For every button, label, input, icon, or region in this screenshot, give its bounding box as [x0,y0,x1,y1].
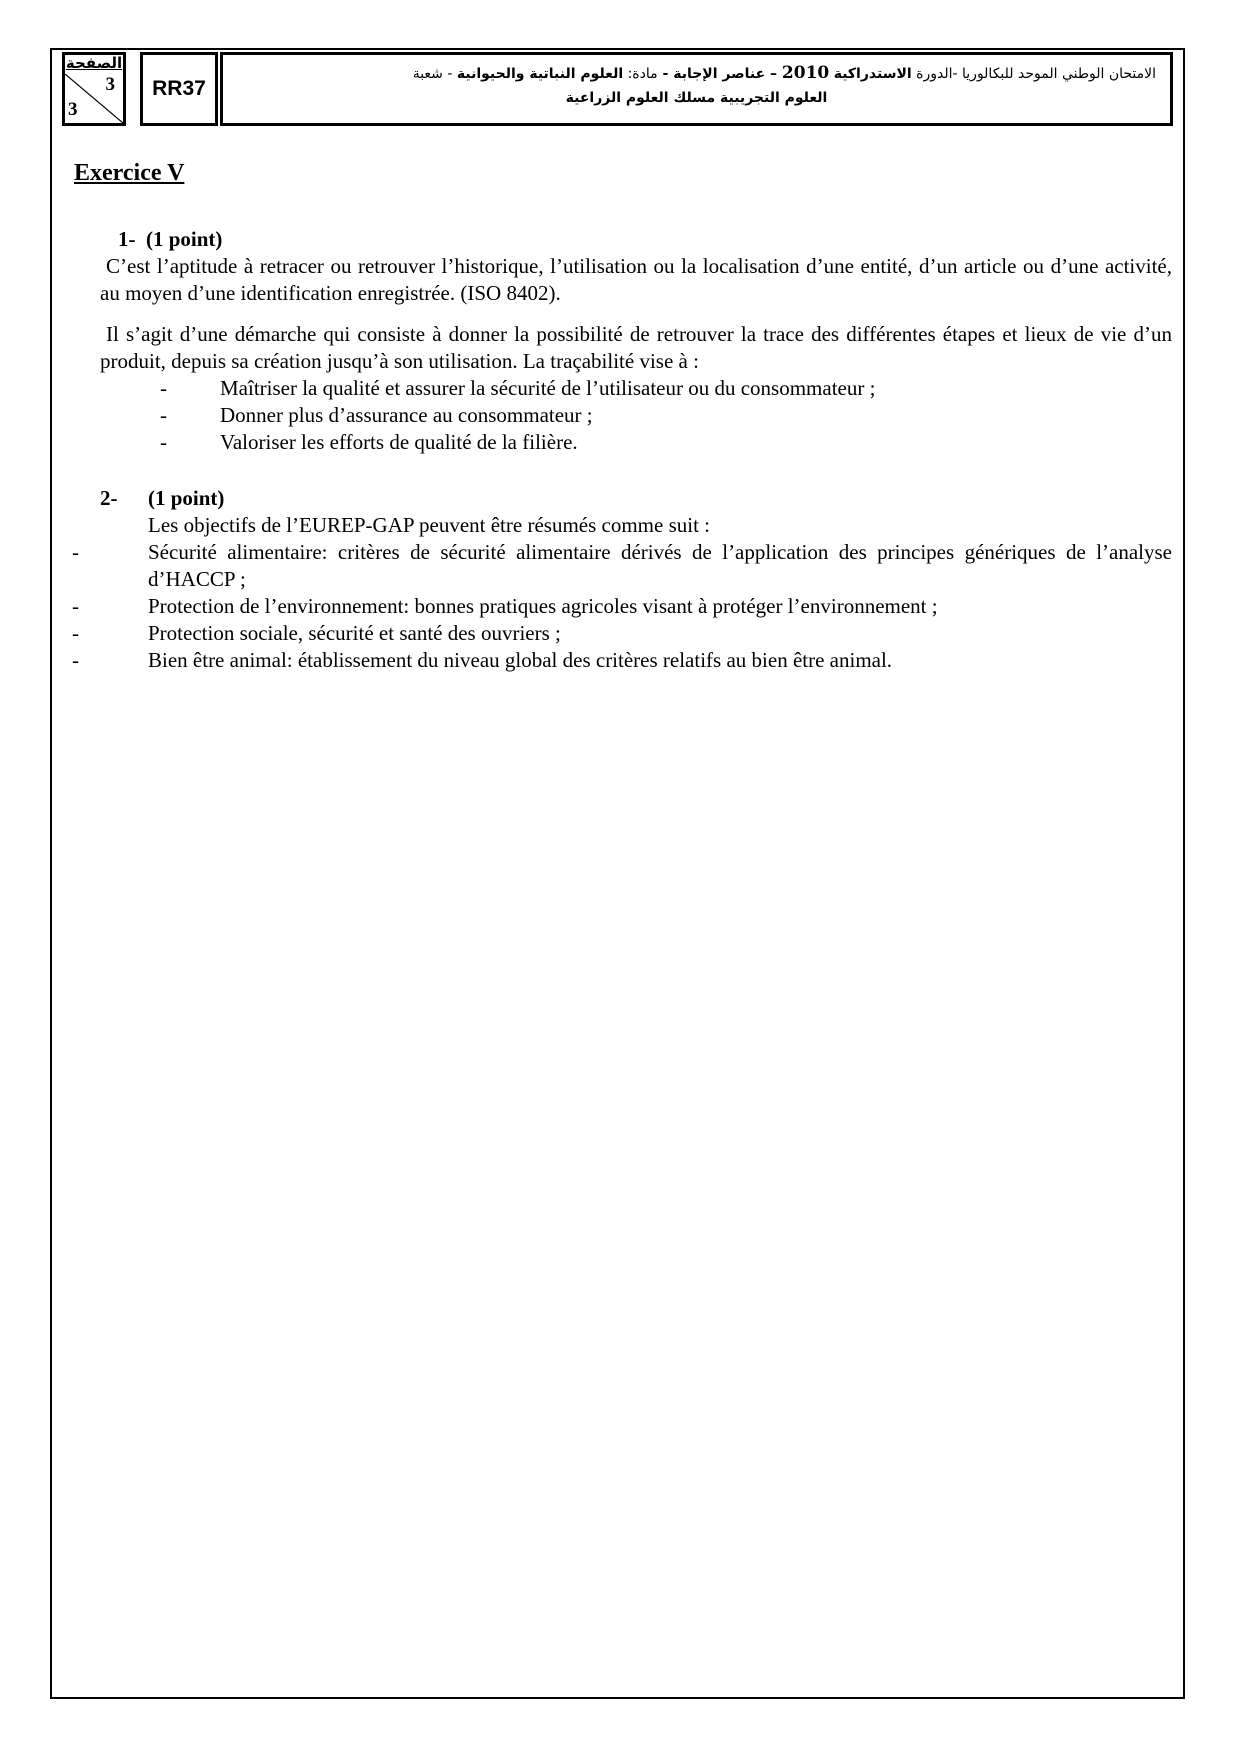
list-item-text: Protection de l’environnement: bonnes pratiques agricoles visant à protéger l’environnement ; [148,594,938,618]
list-item: - Bien être animal: établissement du niveau global des critères relatifs au bien être animal. [72,648,893,672]
list-item: - Maîtriser la qualité et assurer la sécurité de l’utilisateur ou du consommateur ; [160,376,876,400]
question-1-list [100,375,875,456]
question-2-number: 2- [100,486,118,510]
list-item-text: Valoriser les efforts de qualité de la filière. [220,430,578,454]
list-item: - Valoriser les efforts de qualité de la filière. [160,430,578,454]
question-1-heading [118,226,222,253]
list-item: - Protection sociale, sécurité et santé des ouvriers ; [72,621,561,645]
exam-title-line1 [237,61,1156,86]
exam-header [62,52,1173,126]
question-1-number: 1- [118,227,136,251]
page-number-box [62,52,126,126]
list-item-text: Bien être animal: établissement du niveau global des critères relatifs au bien être animal. [148,648,893,672]
question-2-list [72,539,1172,674]
question-1-explanation: Il s’agit d’une démarche qui consiste à donner la possibilité de retrouver la trace des différentes étapes et lieux de vie d’un produit, depuis sa création jusqu’à son utilisation. La traçabilité vise à : [100,322,1172,373]
title-session: الاستدراكية [833,66,912,82]
list-item: - Sécurité alimentaire: critères de sécurité alimentaire dérivés de l’application des principes génériques de l’analyse d’HACCP ; [72,540,1172,591]
question-2-heading [100,485,224,512]
list-item-text: Maîtriser la qualité et assurer la sécurité de l’utilisateur ou du consommateur ; [220,376,876,400]
question-2-points: (1 point) [148,486,225,510]
question-1-points: (1 point) [146,227,223,251]
list-item: - Protection de l’environnement: bonnes pratiques agricoles visant à protéger l’environnement ; [72,594,938,618]
list-item-text: Sécurité alimentaire: critères de sécurité alimentaire dérivés de l’application des principes génériques de l’analyse d’HACCP ; [148,540,1172,591]
list-item-text: Protection sociale, sécurité et santé des ouvriers ; [148,621,561,645]
exercise-title: Exercice V [74,160,185,186]
question-2-intro: Les objectifs de l’EUREP-GAP peuvent être résumés comme suit : [148,513,711,537]
exam-title [220,52,1173,126]
title-part1: الامتحان الوطني الموحد للبكالوريا -الدورة [911,66,1156,82]
title-part3: - شعبة [412,66,457,82]
page-current: 3 [105,74,115,95]
title-line2: العلوم التجريبية مسلك العلوم الزراعية [565,90,828,106]
exam-title-line2 [237,86,1156,110]
list-item: - Donner plus d’assurance au consommateur ; [160,403,593,427]
title-year: 2010 [781,63,830,83]
question-1-definition: C’est l’aptitude à retracer ou retrouver l’historique, l’utilisation ou la localisation d’une entité, d’un article ou d’une activité, au moyen d’une identification enregistrée. (ISO 8402). [100,254,1172,305]
title-subject-label: مادة: [623,66,658,82]
exam-code: RR37 [140,52,218,126]
page-label: الصفحة [65,54,123,72]
page-total: 3 [68,99,78,120]
title-subject: العلوم النباتية والحيوانية [456,66,624,82]
list-item-text: Donner plus d’assurance au consommateur ; [220,403,593,427]
title-part2: – عناصر الإجابة - [657,66,782,82]
